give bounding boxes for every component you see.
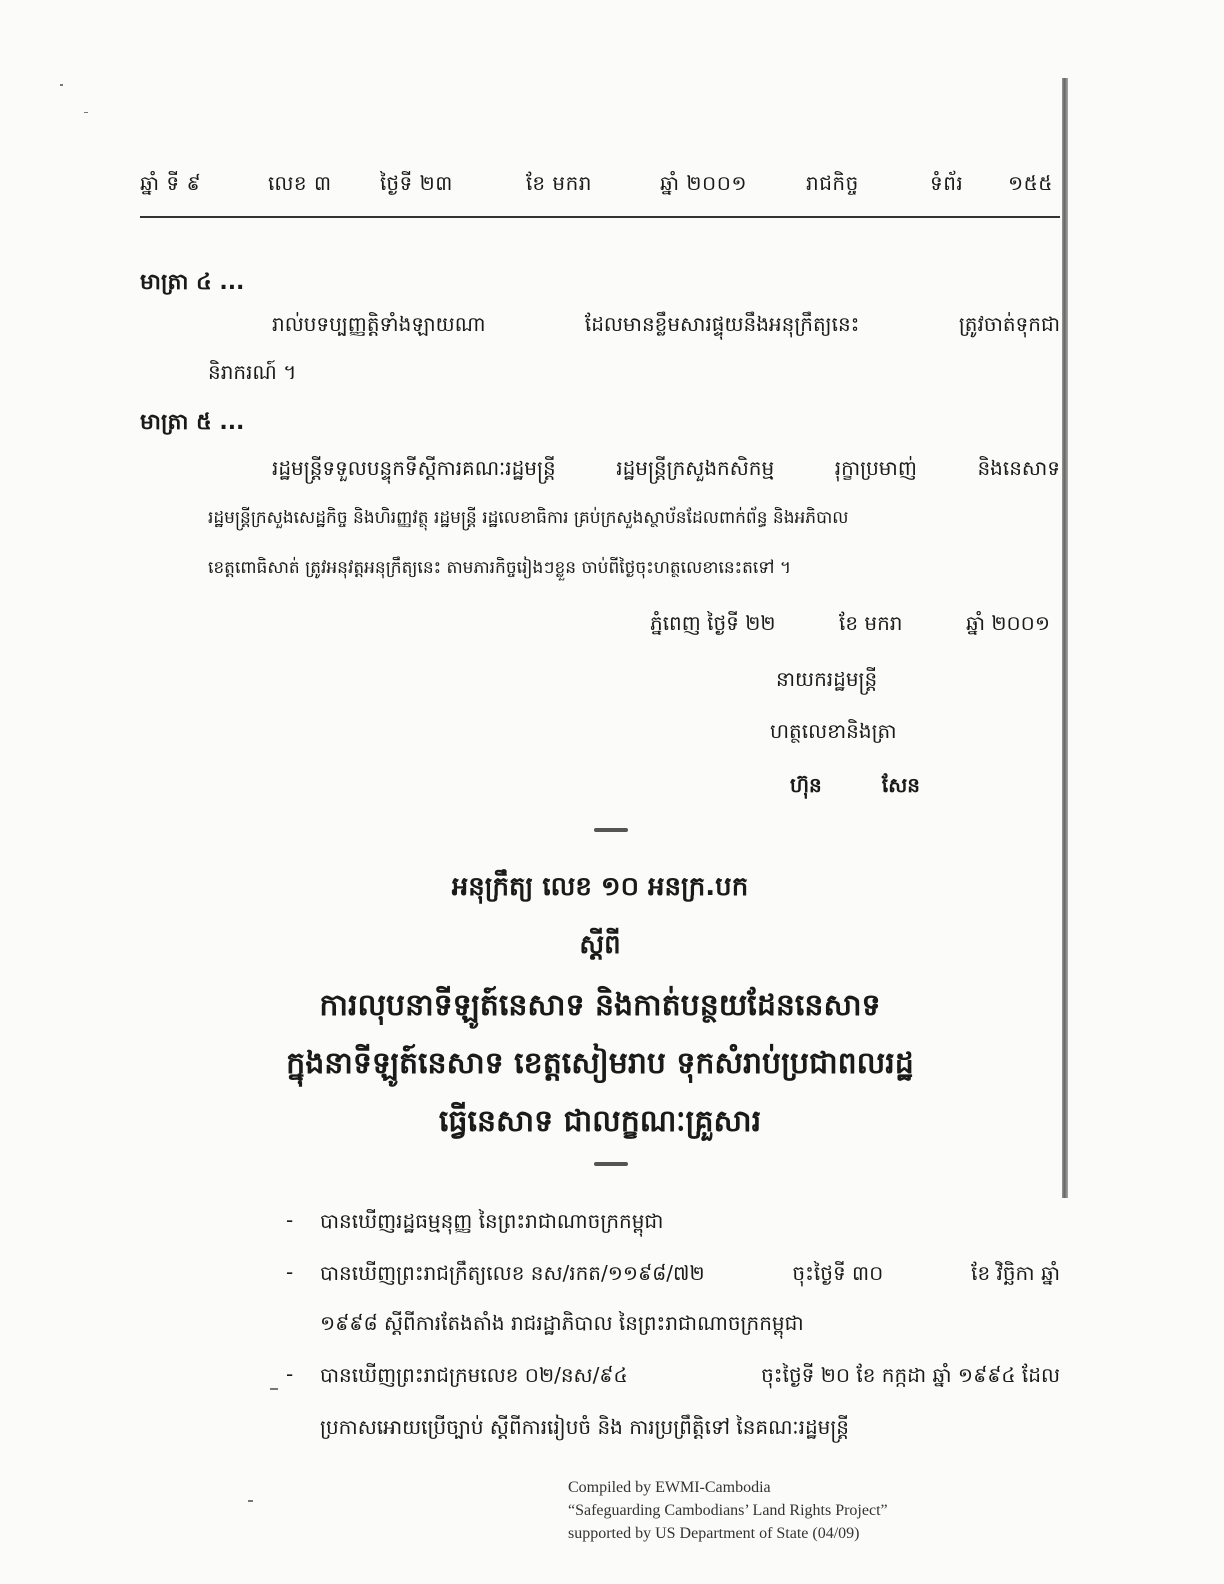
scan-speck bbox=[84, 112, 88, 113]
header-rule bbox=[140, 216, 1060, 218]
header-page-number: ១៥៥ bbox=[1008, 171, 1053, 195]
page-edge-shadow bbox=[1062, 78, 1068, 1198]
signatory-name-part: ហ៊ុន bbox=[790, 773, 822, 797]
signature-title: នាយករដ្ឋមន្ត្រី bbox=[776, 667, 878, 691]
header-page-label: ទំព័រ bbox=[930, 171, 964, 195]
article-5-line-1 bbox=[272, 458, 1060, 478]
header-year-date: ឆ្នាំ ២០០១ bbox=[660, 171, 747, 195]
signature-seal-note: ហត្ថលេខានិងត្រា bbox=[770, 719, 897, 743]
signature-place-date bbox=[650, 610, 1050, 640]
preamble-item-2-line-1 bbox=[320, 1260, 1060, 1290]
preamble-text-part: បានឃើញព្រះរាជក្រឹត្យលេខ នស/រកត/១១៩៨/៧២ bbox=[320, 1261, 705, 1285]
header-month: ខែ មករា bbox=[526, 171, 592, 195]
article-5-text-part: រុក្ខាប្រមាញ់ bbox=[834, 456, 917, 480]
article-4-label: មាត្រា ៤ ... bbox=[140, 270, 245, 295]
signature-date-part: ខែ មករា bbox=[839, 611, 903, 635]
article-5-line-2: រដ្ឋមន្ត្រីក្រសួងសេដ្ឋកិច្ច និងហិរញ្ញវត្ថុ រដ្ឋមន្ត្រី រដ្ឋលេខាធិការ គ្រប់ក្រសួងស្ថាប័នដែលពាក់ព័ន្ធ និងអភិបាល bbox=[208, 508, 849, 528]
scan-speck bbox=[248, 1500, 253, 1502]
article-4-line-1 bbox=[272, 314, 1060, 334]
preamble-item-3-line-2: ប្រកាសអោយប្រើច្បាប់ ស្តីពីការរៀបចំ និង ការប្រព្រឹត្តិទៅ នៃគណៈរដ្ឋមន្ត្រី bbox=[320, 1415, 849, 1439]
bullet-dash: - bbox=[286, 1260, 294, 1284]
article-5-text-part: រដ្ឋមន្ត្រីទទួលបន្ទុកទីស្តីការគណៈរដ្ឋមន្ត្រី bbox=[272, 456, 556, 480]
header-year: ឆ្នាំ ទី ៩ bbox=[140, 171, 202, 195]
bullet-dash: - bbox=[286, 1208, 294, 1232]
article-5-label: មាត្រា ៥ ... bbox=[140, 410, 245, 435]
header-issue: លេខ ៣ bbox=[268, 171, 332, 195]
section-ornament bbox=[594, 1162, 628, 1166]
preamble-text-part: ចុះថ្ងៃទី ៣០ bbox=[792, 1261, 884, 1285]
decree-title-line-3: ធ្វើនេសាទ ជាលក្ខណៈគ្រួសារ bbox=[438, 1104, 762, 1139]
compiler-footer bbox=[568, 1476, 888, 1545]
preamble-item-2-line-2: ១៩៩៨ ស្តីពីការតែងតាំង រាជរដ្ឋាភិបាល នៃព្រះរាជាណាចក្រកម្ពុជា bbox=[320, 1311, 804, 1335]
signatory-name bbox=[790, 772, 920, 802]
decree-about: ស្តីពី bbox=[579, 930, 621, 960]
preamble-item-3-line-1 bbox=[320, 1362, 1060, 1392]
preamble-text-part: ខែ វិច្ឆិកា ឆ្នាំ bbox=[971, 1261, 1060, 1285]
preamble-text-part: ចុះថ្ងៃទី ២០ ខែ កក្កដា ឆ្នាំ ១៩៩៤ ដែល bbox=[761, 1363, 1060, 1387]
signatory-name-part: សែន bbox=[881, 773, 920, 797]
scan-speck bbox=[270, 1388, 278, 1390]
decree-title-line-1: ការលុបនាទីឡូត៍នេសាទ និងកាត់បន្ថយដែននេសាទ bbox=[319, 988, 881, 1023]
bullet-dash: - bbox=[286, 1362, 294, 1386]
gazette-header bbox=[140, 170, 1060, 200]
article-4-line-2: និរាករណ៍ ។ bbox=[208, 360, 297, 384]
section-ornament bbox=[594, 828, 628, 832]
article-5-text-part: និងនេសាទ bbox=[977, 456, 1060, 480]
article-4-text-part: រាល់បទប្បញ្ញត្តិទាំងឡាយណា bbox=[272, 312, 486, 336]
article-5-text-part: រដ្ឋមន្ត្រីក្រសួងកសិកម្ម bbox=[616, 456, 775, 480]
article-5-line-3: ខេត្តពោធិសាត់ ត្រូវអនុវត្តអនុក្រឹត្យនេះ តាមភារកិច្ចរៀងៗខ្លួន ចាប់ពីថ្ងៃចុះហត្ថលេខានេះតទៅ ។ bbox=[208, 558, 792, 578]
footer-line: Compiled by EWMI-Cambodia bbox=[568, 1479, 771, 1496]
header-day: ថ្ងៃទី ២៣ bbox=[380, 171, 453, 195]
signature-date-part: ឆ្នាំ ២០០១ bbox=[965, 611, 1050, 635]
article-4-text-part: ត្រូវចាត់ទុកជា bbox=[958, 312, 1060, 336]
header-section: រាជកិច្ច bbox=[806, 171, 859, 195]
scan-speck bbox=[60, 84, 63, 86]
signature-date-part: ភ្នំពេញ ថ្ងៃទី ២២ bbox=[650, 611, 776, 635]
preamble-text-part: បានឃើញព្រះរាជក្រមលេខ ០២/នស/៩៤ bbox=[320, 1363, 628, 1387]
footer-line: “Safeguarding Cambodians’ Land Rights Project” bbox=[568, 1502, 888, 1519]
decree-number: អនុក្រឹត្យ លេខ ១០ អនក្រ.បក bbox=[451, 872, 749, 902]
article-4-text-part: ដែលមានខ្លឹមសារផ្ទុយនឹងអនុក្រឹត្យនេះ bbox=[584, 312, 860, 336]
preamble-item-1: បានឃើញរដ្ឋធម្មនុញ្ញ នៃព្រះរាជាណាចក្រកម្ពុជា bbox=[320, 1209, 664, 1233]
decree-title-line-2: ក្នុងនាទីឡូត៍នេសាទ ខេត្តសៀមរាប ទុកសំរាប់ប្រជាពលរដ្ឋ bbox=[286, 1046, 914, 1081]
footer-line: supported by US Department of State (04/09) bbox=[568, 1525, 860, 1542]
